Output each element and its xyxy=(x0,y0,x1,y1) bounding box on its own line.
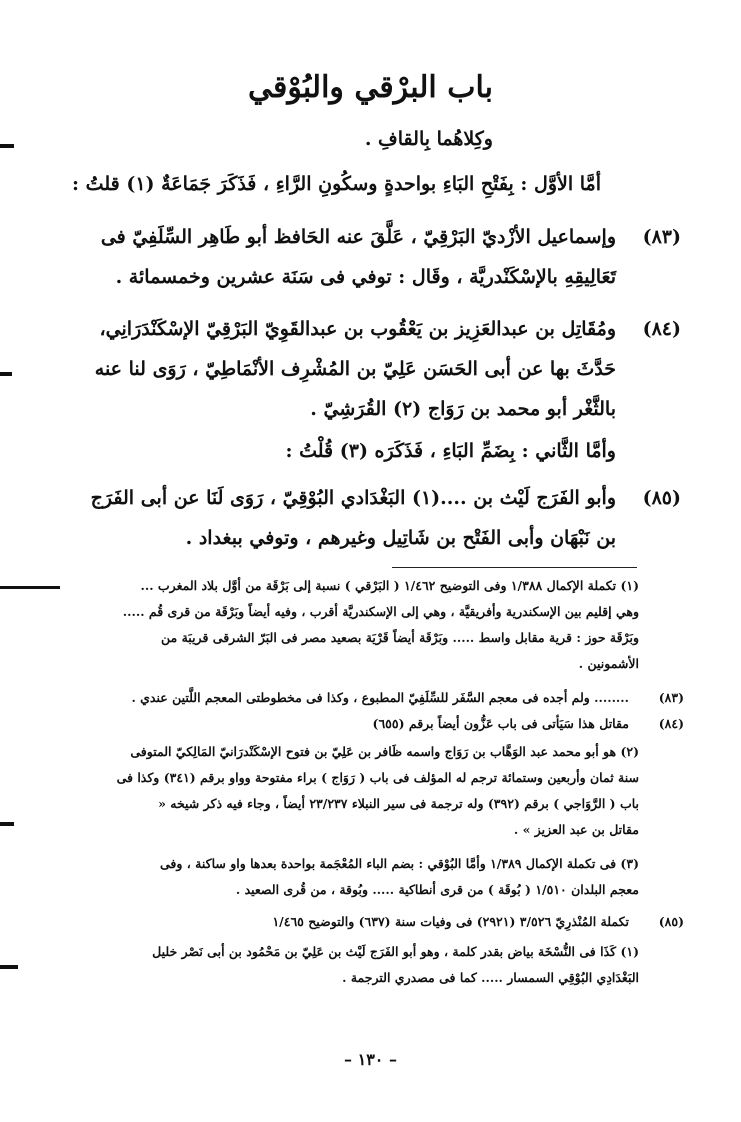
page-number: – ١٣٠ – xyxy=(344,1050,397,1069)
intro-line: وكِلاهُما بِالقافِ . xyxy=(364,128,493,150)
footnote-2-line-3: باب ( الرَّوَاجي ) برقم (٣٩٢) وله ترجمة فى سير النبلاء ٢٣/٢٣٧ أيضاً ، وجاء فيه ذكر شيخه « xyxy=(158,796,639,811)
footnote-number-83: (٨٣) xyxy=(658,690,684,705)
entry-85-line-1: وأبو الفَرَج لَيْث بن ....(١) البَغْدَادي البُوْقِيّ ، رَوَى لَنَا عن أبى الفَرَج xyxy=(90,487,616,509)
scan-edge-mark xyxy=(0,144,14,148)
footnote-84-text: مقاتل هذا سَيَأتى فى باب عَزُّون أيضاً برقم (٦٥٥) xyxy=(372,716,629,731)
footnote-85-1-line-2: البَغْدَادِي البُوْقِي السمسار ..... كما فى مصدري الترجمة . xyxy=(342,970,639,985)
footnote-1-line-4: الأشمونين . xyxy=(578,656,639,671)
first-variant-line: أمَّا الأوَّل : بِفَتْحِ البَاءِ بواحدةٍ وسكُونِ الرَّاءِ ، فَذَكَرَ جَمَاعَةٌ (١) قلتُ : xyxy=(72,173,601,195)
footnote-number-84: (٨٤) xyxy=(658,716,684,731)
footnote-2-line-2: سنة ثمان وأربعين وستمائة ترجم له المؤلف فى باب ( رَوَاج ) براء مفتوحة وواو برقم (٣٤١) وكذا فى xyxy=(116,770,639,785)
chapter-title: باب البرْقي والبُوْقي xyxy=(248,70,493,105)
entry-85-line-2: بن نَبْهَان وأبى الفَتْح بن شَاتِيل وغيرهم ، وتوفي ببغداد . xyxy=(185,527,616,549)
footnote-1-line-3: وبَرْقَة حوز : قرية مقابل واسط ..... وبَرْقَة أيضاً قَرْيَة بصعيد مصر فى البَرّ الشرقى قريبَة من xyxy=(161,630,639,645)
scan-edge-mark xyxy=(0,586,60,589)
footnote-85-1-line-1: (١) كَذَا فى النُّسْخَة بياض بقدر كلمة ، وهو أبو الفَرَج لَيْث بن عَلِيّ بن مَحْمُود بن أبى نَصْر خليل xyxy=(152,944,639,959)
footnote-2-line-1: (٢) هو أبو محمد عبد الوَهَّاب بن رَوَاج واسمه ظَافر بن عَلِيّ بن فتوح الإسْكَنْدرَانيّ المَالِكيّ المتوفى xyxy=(130,744,639,759)
footnote-3-line-2: معجم البلدان ١/٥١٠ ( بُوقَة ) من قرى أنطاكية ..... وبُوقة ، من قُرى الصعيد . xyxy=(235,882,639,897)
entry-84-line-3: بالثَّغْر أبو محمد بن رَوَاج (٢) القُرَشِيّ . xyxy=(310,398,616,420)
entry-84-line-1: ومُقَاتِل بن عبدالعَزِيز بن يَعْقُوب بن عبدالقَوِيّ البَرْقِيّ الإسْكَنْدَرَانِي، xyxy=(99,318,616,340)
footnote-3-line-1: (٣) فى تكملة الإكمال ١/٣٨٩ وأمَّا البُوْقي : بضم الباء المُعْجَمة بواحدة بعدها واو ساكنة ، وفى xyxy=(159,856,639,871)
scan-edge-mark xyxy=(0,372,12,376)
footnote-85-text: تكملة المُنْذرِيّ ٣/٥٢٦ (٢٩٢١) فى وفيات سنة (٦٣٧) والتوضيح ١/٤٦٥ xyxy=(272,914,629,929)
scan-edge-mark xyxy=(0,822,14,826)
second-variant-line: وأمَّا الثَّاني : بِضَمِّ البَاءِ ، فَذَكَرَه (٣) قُلْتُ : xyxy=(285,440,616,462)
entry-number-85: (٨٥) xyxy=(642,487,681,509)
footnote-2-line-4: مقاتل بن عبد العزيز » . xyxy=(513,822,639,837)
entry-83-line-1: وإسماعيل الأزْديّ البَرْقِيّ ، عَلَّقَ عنه الحَافظ أبو طَاهِر السِّلَفِيّ فى xyxy=(100,226,616,248)
entry-83-line-2: تَعَالِيقِهِ بالإسْكَنْدريَّة ، وقَال : توفي فى سَنَة عشرين وخمسمائة . xyxy=(115,266,616,288)
footnote-83-text: ........ ولم أجده فى معجم السَّفَر للسِّلَفِيّ المطبوع ، وكذا فى مخطوطتى المعجم اللَّتين عندي . xyxy=(131,690,629,705)
footnote-1-line-2: وهي إقليم بين الإسكندرية وأفريقيَّة ، وهي إلى الإسكندريَّة أقرب ، وفيه أيضاً وبَرْقَة من قرى قُم ..... xyxy=(122,604,639,619)
entry-number-84: (٨٤) xyxy=(642,318,681,340)
entry-number-83: (٨٣) xyxy=(642,226,681,248)
footnote-1-line-1: (١) تكملة الإكمال ١/٣٨٨ وفى التوضيح ١/٤٦٢ ( البَرْقي ) نسبة إلى بَرْقَة من أوَّل بلاد المغرب ... xyxy=(140,578,639,593)
scan-edge-mark xyxy=(0,965,18,969)
footnote-separator xyxy=(392,567,637,568)
footnote-number-85: (٨٥) xyxy=(658,914,684,929)
entry-84-line-2: حَدَّثَ بها عن أبى الحَسَن عَلِيّ بن المُشْرِف الأنْمَاطِيّ ، رَوَى لنا عنه xyxy=(94,358,616,380)
